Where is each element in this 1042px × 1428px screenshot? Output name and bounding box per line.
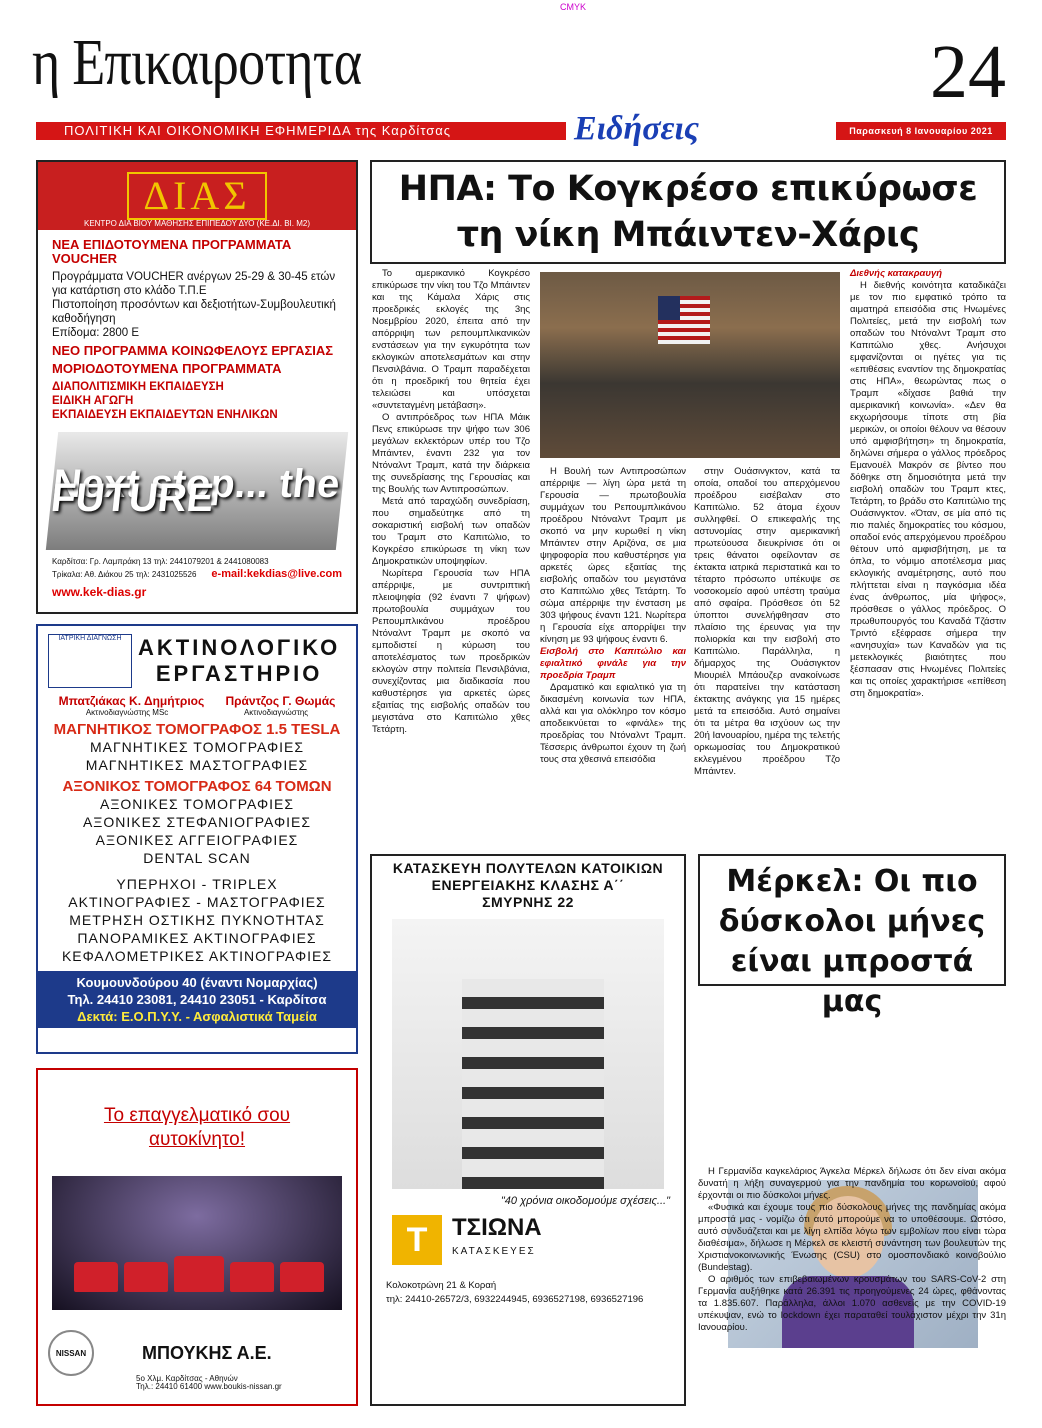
- service-heading: ΑΞΟΝΙΚΟΣ ΤΟΜΟΓΡΑΦΟΣ 64 ΤΟΜΩΝ: [62, 778, 332, 795]
- subheading: Εισβολή στο Καπιτώλιο και εφιαλτικό φινάλε για την προεδρία Τραμπ: [540, 646, 686, 681]
- paragraph: Το αμερικανικό Κογκρέσο επικύρωσε την νίκη του Τζο Μπάιντεν και της Κάμαλα Χάρις στις προεδρικές εκλογές της 3ης Νοεμβρίου 2020, έπειτα από την απόρριψη των ρεπουμπλικανικών ενστάσεων για την εγκυρότητα των εκλογικών αποτελεσμάτων και στην Πενσιλβάνια. Ο Τραμπ παραδέχεται ότι η προεδρική του θητεία έχει τελειώσει και υπόσχεται «συντεταγμένη μετάβαση».: [372, 268, 530, 411]
- service-item: ΑΞΟΝΙΚΕΣ ΣΤΕΦΑΝΙΟΓΡΑΦΙΕΣ: [82, 814, 312, 830]
- company-tagline: ΚΑΤΑΣΚΕΥΕΣ: [452, 1246, 536, 1257]
- dias-line: Πιστοποίηση προσόντων και δεξιοτήτων-Συμβουλευτική: [52, 299, 336, 311]
- dias-program-item: ΕΙΔΙΚΗ ΑΓΩΓΗ: [52, 395, 134, 407]
- service-item: ΑΞΟΝΙΚΕΣ ΑΓΓΕΙΟΓΡΑΦΙΕΣ: [95, 832, 299, 848]
- service-item: DENTAL SCAN: [143, 850, 251, 866]
- headline-line: ΗΠΑ: Το Κογκρέσο επικύρωσε: [398, 169, 978, 209]
- paragraph: Μετά από ταραχώδη συνεδρίαση, που σημαδεύτηκε από τη σοκαριστική εισβολή των οπαδών του Τραμπ στο Καπιτώλιο, το Κογκρέσο επικύρωσε τη νίκη των Δημοκρατικών υποψηφίων.: [372, 496, 530, 567]
- company-slogan: "40 χρόνια οικοδομούμε σχέσεις...": [500, 1195, 670, 1207]
- headline-line: δύσκολοι μήνες: [718, 904, 986, 939]
- dias-address: Καρδίτσα: Γρ. Λαμπράκη 13 τηλ: 2441079201 & 2441080083: [52, 557, 269, 566]
- dias-program-item: ΔΙΑΠΟΛΙΤΙΣΜΙΚΗ ΕΚΠΑΙΔΕΥΣΗ: [52, 381, 224, 393]
- headline-merkel: [698, 854, 1006, 1019]
- article-column: [698, 1166, 1006, 1334]
- doctor-role: Ακτινοδιαγνώστης: [243, 708, 309, 717]
- page-number: 24: [930, 30, 1006, 114]
- service-item: ΚΕΦΑΛΟΜΕΤΡΙΚΕΣ ΑΚΤΙΝΟΓΡΑΦΙΕΣ: [61, 948, 333, 964]
- doctor-name: Μπατζιάκας Κ. Δημήτριος: [58, 694, 205, 708]
- subheading: Διεθνής κατακραυγή: [850, 268, 943, 279]
- paragraph: στην Ουάσινγκτον, κατά τα οποία, οπαδοί του απερχόμενου προέδρου εισέβαλαν στο Καπιτώλιο. 52 άτομα έχουν συλληφθεί. Ο επικεφαλής της αστυνομίας στην αμερικανική πρωτεύουσα διευκρίνισε ότι οι τρεις θάνατοι οφείλονταν σε έκτακτα ιατρικά περιστατικά και το τέταρτο πρόσωπο υπέκυψε σε νοσοκομείο αφού υπέστη τραύμα από σφαίρα. Πρόσθεσε ότι 52 ύποπτοι συνελήφθησαν στο πλαίσιο της έρευνας για την πολιορκία και την εισβολή στο Καπιτώλιο. Παράλληλα, η δήμαρχος της Ουάσιγκτον Μιουριέλ Μπάουζερ ανακοίνωσε ότι παρατείνει την κατάσταση έκτακτης ανάγκης για 15 ημέρες μετά τα επεισόδια. Αυτό σημαίνει ότι τα μέτρα θα ισχύουν ως την 20ή Ιανουαρίου, ημέρα της τελετής ορκωμοσίας του Δημοκρατικού εκλεγμένου προέδρου Τζο Μπάιντεν.: [694, 466, 840, 777]
- headline-usa: [370, 160, 1006, 264]
- dias-line: Προγράμματα VOUCHER ανέργων 25-29 & 30-45 ετών: [52, 271, 336, 283]
- dias-heading-community: ΝΕΟ ΠΡΟΓΡΑΜΜΑ ΚΟΙΝΩΦΕΛΟΥΣ ΕΡΓΑΣΙΑΣ: [52, 343, 334, 358]
- dias-email-link[interactable]: e-mail:kekdias@live.com: [211, 568, 342, 580]
- article-column: [540, 466, 686, 766]
- company-name: ΤΣΙΩΝΑ: [452, 1214, 542, 1241]
- service-item: ΑΞΟΝΙΚΕΣ ΤΟΜΟΓΡΑΦΙΕΣ: [99, 796, 295, 812]
- van-lineup-image: [52, 1176, 342, 1310]
- dias-line: για κατάρτιση στο κλάδο Τ.Π.Ε: [52, 285, 207, 297]
- issue-date: Παρασκευή 8 Ιανουαρίου 2021: [836, 122, 1006, 140]
- dias-subtitle: ΚΕΝΤΡΟ ΔΙΑ ΒΙΟΥ ΜΑΘΗΣΗΣ ΕΠΙΠΕΔΟΥ ΔΥΟ (ΚΕ.ΔΙ. ΒΙ. Μ2): [83, 219, 310, 228]
- paragraph: Η διεθνής κοινότητα καταδικάζει με τον πιο εμφατικό τρόπο τα αιματηρά επεισόδια στις Ηνωμένες Πολιτείες, μετά την εισβολή των οπαδών του Ντόναλντ Τραμπ στο Καπιτώλιο χθες. Ανήσυχοι εμφανίζονται οι ηγέτες για τις «επιθέσεις εναντίον της δημοκρατίας στις ΗΠΑ», θεωρώντας πως ο Τραμπ «δίχασε βαθιά την αμερικανική κοινωνία». «Δεν θα εκχωρήσουμε τίποτε στη βία μερικών, οι οποίοι θέλουν να θέσουν υπό αμφισβήτηση» τη δημοκρατία, δηλώνει σήμερα ο γάλλος πρόεδρος Εμανουέλ Μακρόν σε βίντεο που δόθηκε στη δημοσιότητα μετά την εισβολή οπαδών του Τραμπ κτες, Τετάρτη, το βράδυ στο Καπιτώλιο της Ουάσινγκτον. «Όταν, σε μία από τις πιο παλιές δημοκρατίες του κόσμου, οπαδοί ενός απερχόμενου προέδρου θέτουν υπό αμφισβήτηση, με τα όπλα, το νόμιμο αποτέλεσμα μιας εκλογικής αναμέτρησης, αυτό που πλήττεται είναι η παγκόσμια ιδέα ένας άνθρωπος, μία ψήφος», πρόσθεσε ο γάλλος πρόεδρος. Ο πρωθυπουργός του Καναδά Τζάστιν Τριντό εξέφρασε σήμερα την «ανησυχία» των Καναδών για τις μετεκλογικές βιαιότητες που ξέσπασαν στις Ηνωμένες Πολιτείες και τις οποίες χαρακτήρισε «επίθεση στη δημοκρατία».: [850, 280, 1006, 699]
- registration-mark: CMYK: [560, 2, 587, 12]
- masthead-subtitle: ΠΟΛΙΤΙΚΗ ΚΑΙ ΟΙΚΟΝΟΜΙΚΗ ΕΦΗΜΕΡΙΔΑ της Καρδίτσας: [36, 122, 566, 140]
- paragraph: Ο αντιπρόεδρος των ΗΠΑ Μάικ Πενς επικύρωσε την ψήφο των 306 μεγάλων εκλεκτόρων υπέρ του Τζο Μπάιντεν, έναντι 232 για τον Ντόναλντ Τραμπ, κατά την διάρκεια της συνεδρίασης της Γερουσίας και της Βουλής των Αντιπροσώπων.: [372, 412, 530, 495]
- service-item: ΜΑΓΝΗΤΙΚΕΣ ΤΟΜΟΓΡΑΦΙΕΣ: [89, 739, 305, 755]
- dias-heading-programs: ΜΟΡΙΟΔΟΤΟΥΜΕΝΑ ΠΡΟΓΡΑΜΜΑΤΑ: [52, 361, 282, 376]
- radiology-logo: ΙΑΤΡΙΚΗ ΔΙΑΓΝΩΣΗ: [48, 634, 132, 688]
- paragraph: Δραματικό και εφιαλτικό για τη δικασμένη κοινωνία των ΗΠΑ, αλλά και για ολόκληρο τον κόσμο αποδεικνύεται το «φινάλε» της προεδρίας του Ντόναλντ Τραμπ. Τέσσερις άνθρωποι έχουν τη ζωή τους στα χθεσινά επεισόδια: [540, 682, 686, 765]
- headline-line: είναι μπροστά μας: [730, 944, 974, 1019]
- service-heading: ΜΑΓΝΗΤΙΚΟΣ ΤΟΜΟΓΡΑΦΟΣ 1.5 TESLA: [53, 721, 341, 738]
- tsiona-logo-icon: T: [392, 1215, 442, 1265]
- radiology-address: Κουμουνδούρου 40 (έναντι Νομαρχίας): [76, 975, 318, 990]
- headline-line: τη νίκη Μπάιντεν-Χάρις: [456, 215, 920, 255]
- dias-line: καθοδήγηση: [52, 313, 116, 325]
- article-column: [694, 466, 840, 778]
- us-flag-icon: [658, 296, 710, 344]
- doctor-role: Ακτινοδιαγνώστης MSc: [85, 708, 169, 717]
- dias-heading-voucher: ΝΕΑ ΕΠΙΔΟΤΟΥΜΕΝΑ ΠΡΟΓΡΑΜΜΑΤΑ VOUCHER: [52, 237, 292, 266]
- company-address: Κολοκοτρώνη 21 & Κοραή: [386, 1280, 497, 1291]
- headline-line: Μέρκελ: Οι πιο: [726, 864, 978, 899]
- dias-address: Τρίκαλα: Αθ. Διάκου 25 τηλ: 2431025526: [52, 569, 197, 579]
- paragraph: Νωρίτερα Γερουσία των ΗΠΑ απέρριψε, με συντριπτική πλειοψηφία (92 έναντι 7 ψήφων) πρωτοβουλία συμμάχων του Ρεπουμπλικάνου προέδρου Ντόναλντ Τραμπ με σκοπό να εμποδιστεί η κύρωση του αποτελέσματος των προεδρικών εκλογών στην πολιτεία Πενσιλβάνια, συνεχίζοντας μια διαδικασία που καθυστέρησε για αρκετές ώρες εξαιτίας της εισβολής οπαδών του μεγιστάνα στο Καπιτώλιο χθες Τετάρτη.: [372, 568, 530, 735]
- construction-advert: [370, 854, 686, 1406]
- radiology-advert: [36, 624, 358, 1054]
- future-banner: Next stop... the FUTURE: [46, 432, 348, 550]
- nissan-logo: NISSAN: [48, 1330, 94, 1376]
- dealer-address: 5ο Χλμ. Καρδίτσας - Αθηνών: [136, 1374, 238, 1383]
- article-column: [372, 268, 530, 736]
- dias-header: [38, 162, 356, 230]
- service-item: ΑΚΤΙΝΟΓΡΑΦΙΕΣ - ΜΑΣΤΟΓΡΑΦΙΕΣ: [68, 894, 326, 910]
- house-ad-title: ΣΜΥΡΝΗΣ 22: [482, 894, 574, 910]
- nissan-advert: [36, 1068, 358, 1406]
- radiology-phone: Τηλ. 24410 23081, 24410 23051 - Καρδίτσα: [67, 992, 327, 1007]
- paragraph: Η Βουλή των Αντιπροσώπων απέρριψε — λίγη ώρα μετά τη Γερουσία — πρωτοβουλία συμμάχων του Ρεπουμπλικάνου προέδρου Ντόναλντ Τραμπ με σκοπό να μην κυρωθεί η νίκη Μπάιντεν στην Αριζόνα, σε μια ψηφοφορία που καθυστέρησε για αρκετές ώρες εξαιτίας της εισβολής οπαδών του μεγιστάνα στο Καπιτώλιο χθες Τετάρτη. Το σώμα απέρριψε την ένσταση με 303 ψήφους έναντι 121. Νωρίτερα η Γερουσία είχε απορρίψει την κίνηση με 93 ψήφους έναντι 6.: [540, 466, 686, 645]
- paragraph: Ο αριθμός των επιβεβαιωμένων κρουσμάτων του SARS-CoV-2 στη Γερμανία αυξήθηκε κατά 26.391 τις προηγούμενες 24 ώρες, φθάνοντας τα 1.835.607. Παράλληλα, άλλοι 1.070 ασθενείς με την COVID-19 υπέκυψαν, ενώ το lockdown έχει παραταθεί τουλάχιστον μέχρι την 31η Ιανουαρίου.: [698, 1274, 1006, 1333]
- house-ad-title: ΕΝΕΡΓΕΙΑΚΗΣ ΚΛΑΣΗΣ Α΄΄: [431, 877, 625, 893]
- service-item: ΜΑΓΝΗΤΙΚΕΣ ΜΑΣΤΟΓΡΑΦΙΕΣ: [85, 757, 309, 773]
- dias-line: Επίδομα: 2800 Ε: [52, 327, 140, 339]
- article-column: [850, 268, 1006, 700]
- radiology-title: ΕΡΓΑΣΤΗΡΙΟ: [155, 661, 323, 686]
- dias-logo: ΔΙΑΣ: [127, 172, 266, 220]
- dias-advert: [36, 160, 358, 614]
- service-item: ΥΠΕΡΗΧΟΙ - TRIPLEX: [116, 876, 278, 892]
- building-render-image: [392, 919, 664, 1189]
- service-item: ΠΑΝΟΡΑΜΙΚΕΣ ΑΚΤΙΝΟΓΡΑΦΙΕΣ: [77, 930, 317, 946]
- service-item: ΜΕΤΡΗΣΗ ΟΣΤΙΚΗΣ ΠΥΚΝΟΤΗΤΑΣ: [69, 912, 325, 928]
- congress-photo: [540, 272, 840, 458]
- car-ad-title: αυτοκίνητο!: [148, 1129, 246, 1150]
- dias-website-link[interactable]: www.kek-dias.gr: [52, 585, 147, 599]
- car-ad-title: Το επαγγελματικό σου: [103, 1105, 291, 1126]
- paragraph: «Φυσικά και έχουμε τους πιο δύσκολους μήνες της πανδημίας ακόμα μπροστά μας - νομίζω ότι αυτό μπορούμε να το υποθέσουμε. Ωστόσο, αυτό συνδυάζεται και με λίγη ελπίδα λόγω των εμβολίων που είναι τώρα διαθέσιμα», δήλωσε η Μέρκελ σε κλειστή συνάντηση των βουλευτών της Χριστιανοκοινωνικής Ένωσης (CSU) στο ομοσπονδιακό κοινοβούλιο (Bundestag).: [698, 1202, 1006, 1273]
- section-title: Ειδήσεις: [574, 110, 700, 147]
- newspaper-title: η Επικαιροτητα: [32, 26, 362, 99]
- dealer-contact: Τηλ.: 24410 61400 www.boukis-nissan.gr: [136, 1382, 282, 1391]
- doctor-name: Πράντζος Γ. Θωμάς: [225, 694, 336, 708]
- dealer-name: ΜΠΟΥΚΗΣ Α.Ε.: [142, 1342, 272, 1363]
- radiology-title: ΑΚΤΙΝΟΛΟΓΙΚΟ: [138, 635, 341, 660]
- radiology-insurance: Δεκτά: Ε.Ο.Π.Υ.Υ. - Ασφαλιστικά Ταμεία: [77, 1009, 317, 1024]
- house-ad-title: ΚΑΤΑΣΚΕΥΗ ΠΟΛΥΤΕΛΩΝ ΚΑΤΟΙΚΙΩΝ: [392, 860, 664, 876]
- dias-program-item: ΕΚΠΑΙΔΕΥΣΗ ΕΚΠΑΙΔΕΥΤΩΝ ΕΝΗΛΙΚΩΝ: [52, 409, 278, 421]
- company-phone: τηλ: 24410-26572/3, 6932244945, 6936527198, 6936527196: [386, 1294, 644, 1305]
- paragraph: Η Γερμανίδα καγκελάριος Άγκελα Μέρκελ δήλωσε ότι δεν είναι ακόμα δυνατή η λήξη συναγερμού για την πανδημία του κορωνοϊού, αφού έρχονται οι πιο δύσκολοι μήνες.: [698, 1166, 1006, 1201]
